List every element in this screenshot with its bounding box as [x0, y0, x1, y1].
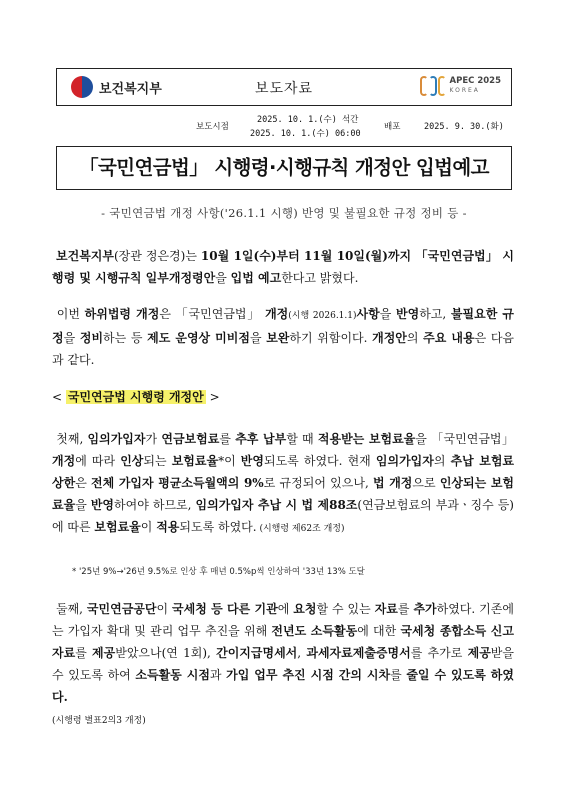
paragraph-4: 둘째, 국민연금공단이 국세청 등 다른 기관에 요청할 수 있는 자료를 추가하였다. 기존에는 가입자 확대 및 관리 업무 추진을 위해 전년도 소득활동에 대한 국세청 종합소득 신고자료를 제공받았으나(연 1회), 간이지급명세서, 과세자료제출증명서를 추가로 제공받을 수 있도록 하여 소득활동 시점과 가입 업무 추진 시점 간의 시차를 줄일 수 있도록 하였다. (시행령 별표2의3 개정) — [52, 602, 514, 726]
release-value-2: 2025. 10. 1.(수) 06:00 — [250, 129, 361, 139]
footnote: * '25년 9%→'26년 9.5%로 인상 후 매년 0.5%p씩 인상하여 '33년 13% 도달 — [72, 567, 365, 577]
distribute-value: 2025. 9. 30.(화) — [424, 122, 504, 132]
paragraph-2: 이번 하위법령 개정은 「국민연금법」 개정(시행 2026.1.1)사항을 반영하고, 불필요한 규정을 정비하는 등 제도 운영상 미비점을 보완하기 위함이다. 개정안의 주요 내용은 다음과 같다. — [52, 307, 515, 367]
release-value-1: 2025. 10. 1.(수) 석간 — [257, 115, 359, 125]
apec-rings-icon — [420, 76, 446, 96]
release-label: 보도시점 — [196, 122, 229, 132]
paragraph-1: 보건복지부(장관 정은경)는 10월 1일(수)부터 11월 10일(월)까지 「국민연금법」 시행령 및 시행규칙 일부개정령안을 입법 예고한다고 밝혔다. — [52, 249, 514, 285]
page-title: 「국민연금법」 시행령·시행규칙 개정안 입법예고 — [79, 156, 489, 179]
doc-type: 보도자료 — [254, 81, 314, 97]
press-header — [56, 68, 512, 106]
subtitle: - 국민연금법 개정 사항('26.1.1 시행) 반영 및 불필요한 규정 정비 등 - — [101, 206, 467, 220]
apec-country: KOREA — [449, 87, 480, 94]
distribute-label: 배포 — [384, 122, 401, 132]
title-box — [56, 146, 512, 190]
ministry-name: 보건복지부 — [99, 81, 162, 97]
section-heading: < 국민연금법 시행령 개정안 > — [52, 390, 220, 404]
apec-text: APEC 2025 — [449, 76, 501, 86]
apec-logo — [420, 76, 501, 96]
paragraph-3: 첫째, 임의가입자가 연금보험료를 추후 납부할 때 적용받는 보험료율을 「국민연금법」 개정에 따라 인상되는 보험료율*이 반영되도록 하였다. 현재 임의가입자의 추납 보험료 상한은 전체 가입자 평균소득월액의 9%로 규정되어 있으나, 법 개정으로 인상되는 보험료율을 반영하여야 하므로, 임의가입자 추납 시 법 제88조(연금보험료의 부과ㆍ징수 등)에 따른 보험료율이 적용되도록 하였다. (시행령 제62조 개정) — [52, 432, 515, 534]
section-label: 국민연금법 시행령 개정안 — [67, 390, 204, 404]
